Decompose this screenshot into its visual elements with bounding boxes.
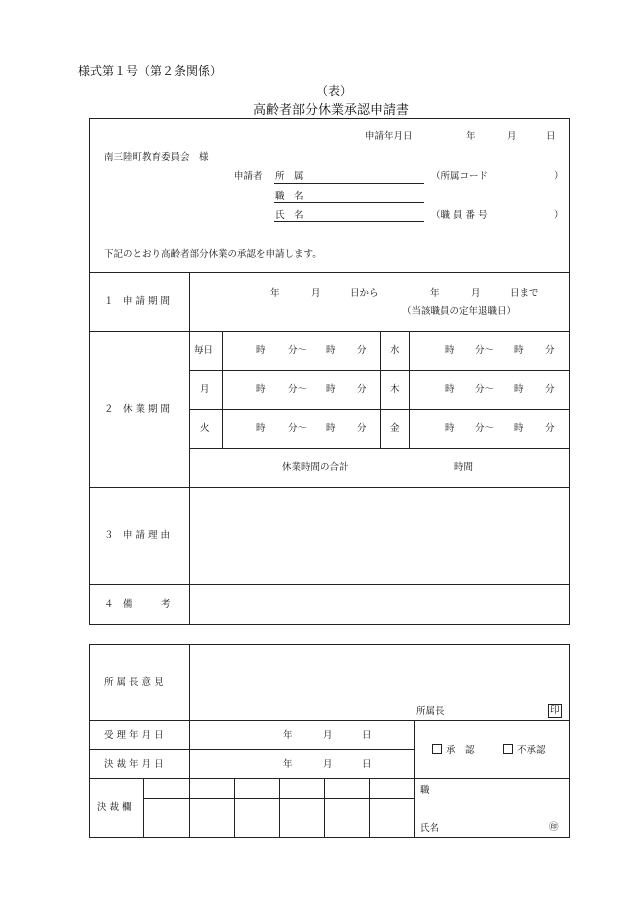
position-field[interactable] [274,202,424,203]
date-month-unit: 月 [507,131,517,142]
time-hour-unit: 時 [326,345,336,356]
received-year-unit: 年 [283,730,293,741]
time-minute-unit: 分 [357,345,367,356]
time-hour-unit: 時 [514,423,524,434]
checkbox-approve[interactable] [432,744,442,754]
decided-date-label: 決 裁 年 月 日 [104,759,164,770]
divider [89,720,570,721]
divider [89,584,570,585]
divider [143,778,144,838]
affiliation-label: 所 属 [275,171,304,182]
period-end-year-unit: 年 [430,288,440,299]
position-label: 職 名 [275,191,304,202]
received-date-label: 受 理 年 月 日 [104,730,164,741]
date-label: 申請年月日 [365,131,413,142]
form-number: 様式第１号（第２条関係） [78,64,223,78]
time-minute-from-unit: 分〜 [288,345,308,356]
time-hour-unit: 時 [256,345,266,356]
time-minute-unit: 分 [545,384,555,395]
staff-number-close: ） [554,210,564,221]
name-label-approval: 氏名 [420,823,440,834]
divider [234,778,235,838]
leave-period-label: ２ 休 業 期 間 [104,404,171,415]
time-minute-unit: 分 [545,345,555,356]
time-hour-unit: 時 [256,384,266,395]
divider [189,272,190,625]
side-label: （表） [316,84,353,98]
decided-day-unit: 日 [362,759,372,770]
applicant-label: 申請者 [234,171,263,182]
affiliation-code-close: ） [554,171,564,182]
day-label-friday: 金 [390,423,400,434]
divider [189,778,190,838]
divider [414,720,415,838]
received-day-unit: 日 [362,730,372,741]
received-month-unit: 月 [323,730,333,741]
application-form-table [89,118,570,625]
divider [222,331,223,448]
decided-month-unit: 月 [323,759,333,770]
staff-number-label: （職 員 番 号 [431,210,488,221]
time-minute-from-unit: 分〜 [475,384,495,395]
name-label: 氏 名 [275,210,304,221]
day-label-tuesday: 火 [200,423,210,434]
day-label-thursday: 木 [390,384,400,395]
page-title: 高齢者部分休業承認申請書 [253,103,410,118]
day-label-wednesday: 水 [390,345,400,356]
remarks-label: ４ 備 考 [104,599,171,610]
time-minute-from-unit: 分〜 [288,384,308,395]
time-minute-from-unit: 分〜 [475,345,495,356]
chief-opinion-label: 所 属 長 意 見 [104,677,164,688]
divider [369,778,370,838]
day-label-daily: 毎日 [194,345,214,356]
time-hour-unit: 時 [514,384,524,395]
date-year-unit: 年 [466,131,476,142]
time-minute-unit: 分 [357,423,367,434]
time-minute-from-unit: 分〜 [475,423,495,434]
divider [89,487,570,488]
chief-label: 所属長 [416,706,445,717]
period-note: （当該職員の定年退職日） [402,306,517,317]
time-hour-unit: 時 [256,423,266,434]
time-minute-unit: 分 [357,384,367,395]
affiliation-field[interactable] [274,183,424,184]
time-minute-from-unit: 分〜 [288,423,308,434]
decided-year-unit: 年 [283,759,293,770]
divider [89,749,414,750]
day-label-monday: 月 [200,384,210,395]
seal-box: 印 [550,705,560,716]
reason-label: ３ 申 請 理 由 [104,530,171,541]
time-hour-unit: 時 [326,384,336,395]
disapprove-label: 不承認 [517,745,546,756]
period-start-month-unit: 月 [311,288,321,299]
time-minute-unit: 分 [545,423,555,434]
checkbox-disapprove[interactable] [503,744,513,754]
period-start-year-unit: 年 [270,288,280,299]
divider [409,331,410,448]
leave-total-label: 休業時間の合計 [282,462,349,473]
time-hour-unit: 時 [445,384,455,395]
time-hour-unit: 時 [445,423,455,434]
divider [279,778,280,838]
disapprove-option[interactable] [503,744,546,757]
approve-option[interactable] [432,744,475,757]
divider [89,331,570,332]
request-text: 下記のとおり高齢者部分休業の承認を申請します。 [104,249,322,260]
time-hour-unit: 時 [514,345,524,356]
time-hour-unit: 時 [326,423,336,434]
addressee: 南三陸町教育委員会 様 [104,152,209,163]
divider [380,331,381,448]
time-hour-unit: 時 [445,345,455,356]
period-end-month-unit: 月 [471,288,481,299]
seal-circle-icon: ㊞ [549,822,559,833]
name-field[interactable] [274,221,424,222]
period-from-label: 日から [350,288,379,299]
date-day-unit: 日 [546,131,556,142]
divider [89,272,570,273]
approve-label: 承 認 [446,745,475,756]
divider [189,644,190,778]
divider [189,448,570,449]
position-label-approval: 職 [420,785,430,796]
period-until-label: 日まで [510,288,539,299]
divider [89,778,570,779]
leave-total-unit: 時間 [454,462,474,473]
decision-column-label: 決 裁 欄 [97,802,132,813]
divider [324,778,325,838]
period-label: １ 申 請 期 間 [104,296,171,307]
affiliation-code-label: （所属コード [431,171,489,182]
